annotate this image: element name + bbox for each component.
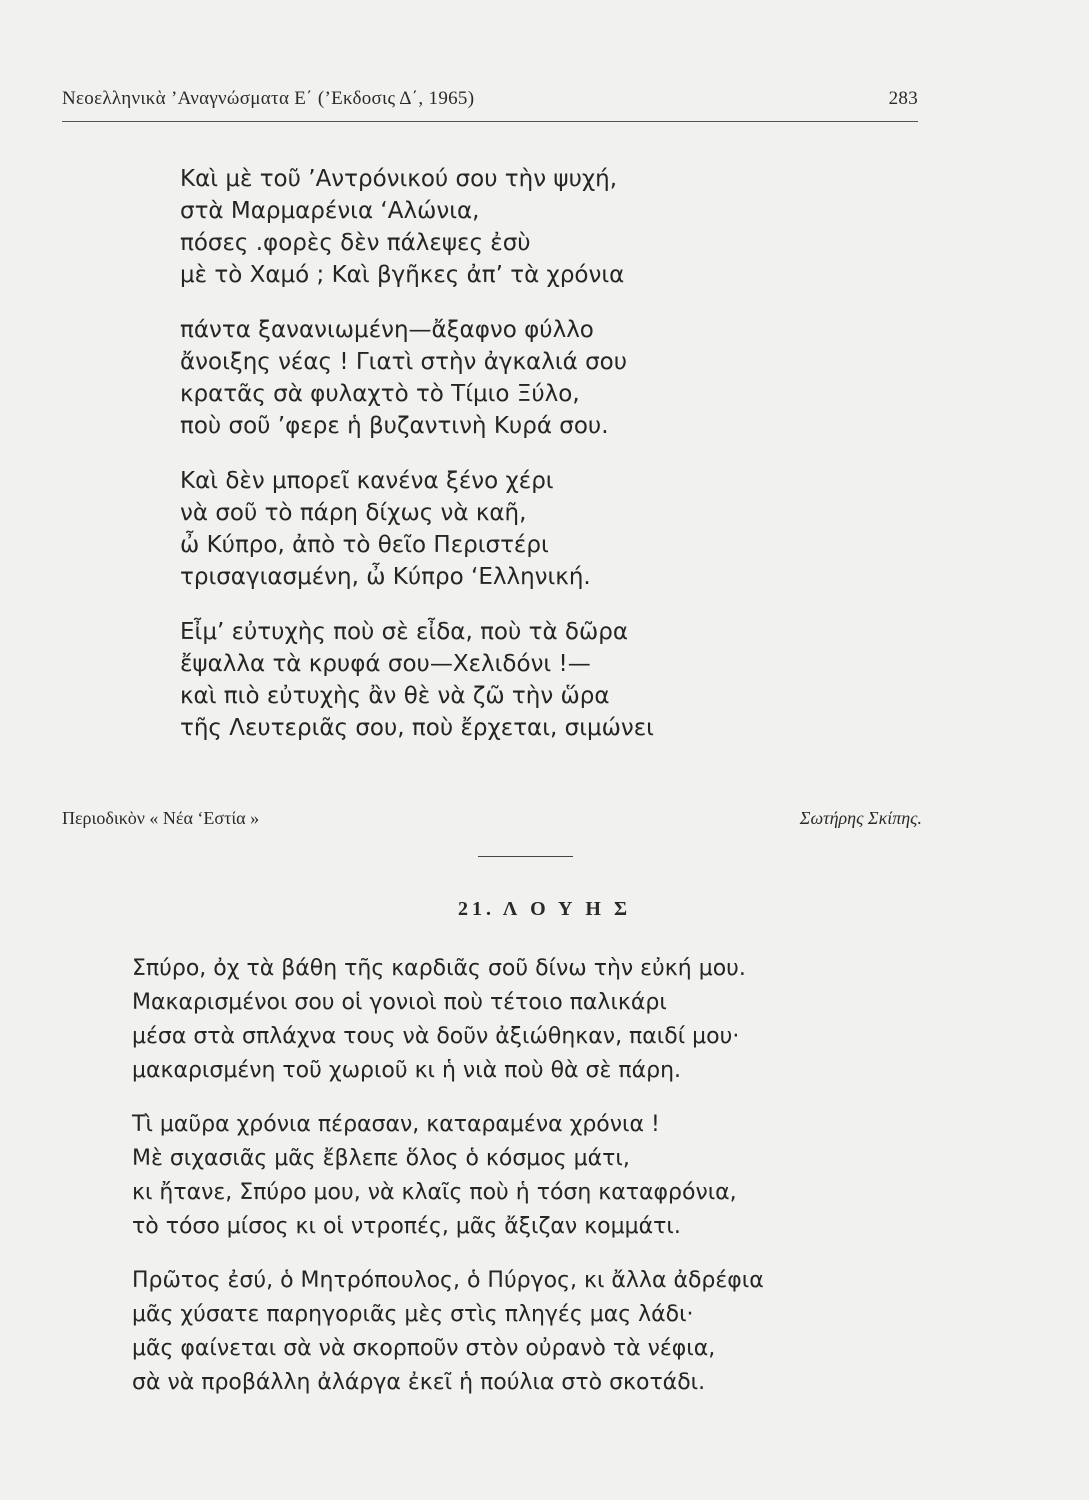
verse-line: ποὺ σοῦ ’φερε ἡ βυζαντινὴ Κυρά σου. [180, 413, 609, 439]
verse-line: Καὶ μὲ τοῦ ’Αντρόνικού σου τὴν ψυχή, [180, 166, 618, 192]
verse-line: στὰ Μαρμαρένια ‘Αλώνια, [180, 198, 480, 224]
author-name: Σωτήρης Σκίπης. [799, 808, 922, 828]
verse-line: νὰ σοῦ τὸ πάρη δίχως νὰ καῆ, [180, 500, 527, 526]
verse-line: μέσα στὰ σπλάχνα τους νὰ δοῦν ἀξιώθηκαν, παιδί μου· [132, 1024, 740, 1049]
verse-line: μᾶς φαίνεται σὰ νὰ σκορποῦν στὸν οὐρανὸ τὰ νέφια, [132, 1336, 716, 1361]
page-number: 283 [888, 88, 918, 109]
header-rule [62, 121, 918, 122]
verse-line: τῆς Λευτεριᾶς σου, ποὺ ἔρχεται, σιμώνει [180, 715, 654, 741]
stanza [132, 1264, 764, 1400]
running-header [62, 88, 918, 110]
stanza [132, 952, 764, 1088]
verse-line: σὰ νὰ προβάλλη ἀλάργα ἐκεῖ ἡ πούλια στὸ σκοτάδι. [132, 1370, 706, 1395]
verse-line: μακαρισμένη τοῦ χωριοῦ κι ἡ νιὰ ποὺ θὰ σὲ πάρη. [132, 1058, 682, 1083]
verse-line: τρισαγιασμένη, ὦ Κύπρο ‘Ελληνική. [180, 564, 591, 590]
verse-line: μὲ τὸ Χαμό ; Καὶ βγῆκες ἀπ’ τὰ χρόνια [180, 262, 625, 288]
verse-line: Μακαρισμένοι σου οἱ γονιοὶ ποὺ τέτοιο παλικάρι [132, 990, 667, 1015]
verse-line: ὦ Κύπρο, ἀπὸ τὸ θεῖο Περιστέρι [180, 532, 549, 558]
verse-line: Τὶ μαῦρα χρόνια πέρασαν, καταραμένα χρόνια ! [132, 1112, 660, 1137]
source-journal: Περιοδικὸν « Νέα ‘Εστία » [62, 808, 260, 828]
stanza [180, 163, 654, 291]
attribution [62, 808, 922, 829]
stanza [180, 616, 654, 744]
verse-line: κρατᾶς σὰ φυλαχτὸ τὸ Τίμιο Ξύλο, [180, 381, 580, 407]
section-title: 21. Λ Ο Υ Η Σ [457, 898, 632, 920]
poem-louis [132, 952, 764, 1420]
verse-line: ἔψαλλα τὰ κρυφά σου—Χελιδόνι !— [180, 651, 591, 677]
verse-line: κι ἤτανε, Σπύρο μου, νὰ κλαῖς ποὺ ἡ τόση καταφρόνια, [132, 1180, 737, 1205]
verse-line: καὶ πιὸ εὐτυχὴς ἂν θὲ νὰ ζῶ τὴν ὥρα [180, 683, 610, 709]
stanza [180, 465, 654, 593]
verse-line: Πρῶτος ἐσύ, ὁ Μητρόπουλος, ὁ Πύργος, κι ἄλλα ἀδρέφια [132, 1268, 764, 1293]
verse-line: ἄνοιξης νέας ! Γιατὶ στὴν ἀγκαλιά σου [180, 349, 628, 375]
verse-line: πόσες .φορὲς δὲν πάλεψες ἐσὺ [180, 230, 531, 256]
verse-line: Μὲ σιχασιᾶς μᾶς ἔβλεπε ὅλος ὁ κόσμος μάτι, [132, 1146, 630, 1171]
verse-line: μᾶς χύσατε παρηγοριᾶς μὲς στὶς πληγές μας λάδι· [132, 1302, 694, 1327]
stanza [132, 1108, 764, 1244]
running-title: Νεοελληνικὰ ’Αναγνώσματα Ε΄ (’Εκδοσις Δ΄, 1965) [62, 88, 475, 109]
verse-line: Σπύρο, ὀχ τὰ βάθη τῆς καρδιᾶς σοῦ δίνω τὴν εὐκή μου. [132, 956, 746, 981]
verse-line: Εἶμ’ εὐτυχὴς ποὺ σὲ εἶδα, ποὺ τὰ δῶρα [180, 619, 629, 645]
poem-skipis [180, 163, 654, 767]
verse-line: τὸ τόσο μίσος κι οἱ ντροπές, μᾶς ἄξιζαν κομμάτι. [132, 1214, 681, 1239]
section-divider [478, 856, 573, 857]
stanza [180, 314, 654, 442]
verse-line: πάντα ξανανιωμένη—ἄξαφνο φύλλο [180, 317, 594, 343]
verse-line: Καὶ δὲν μπορεῖ κανένα ξένο χέρι [180, 468, 554, 494]
